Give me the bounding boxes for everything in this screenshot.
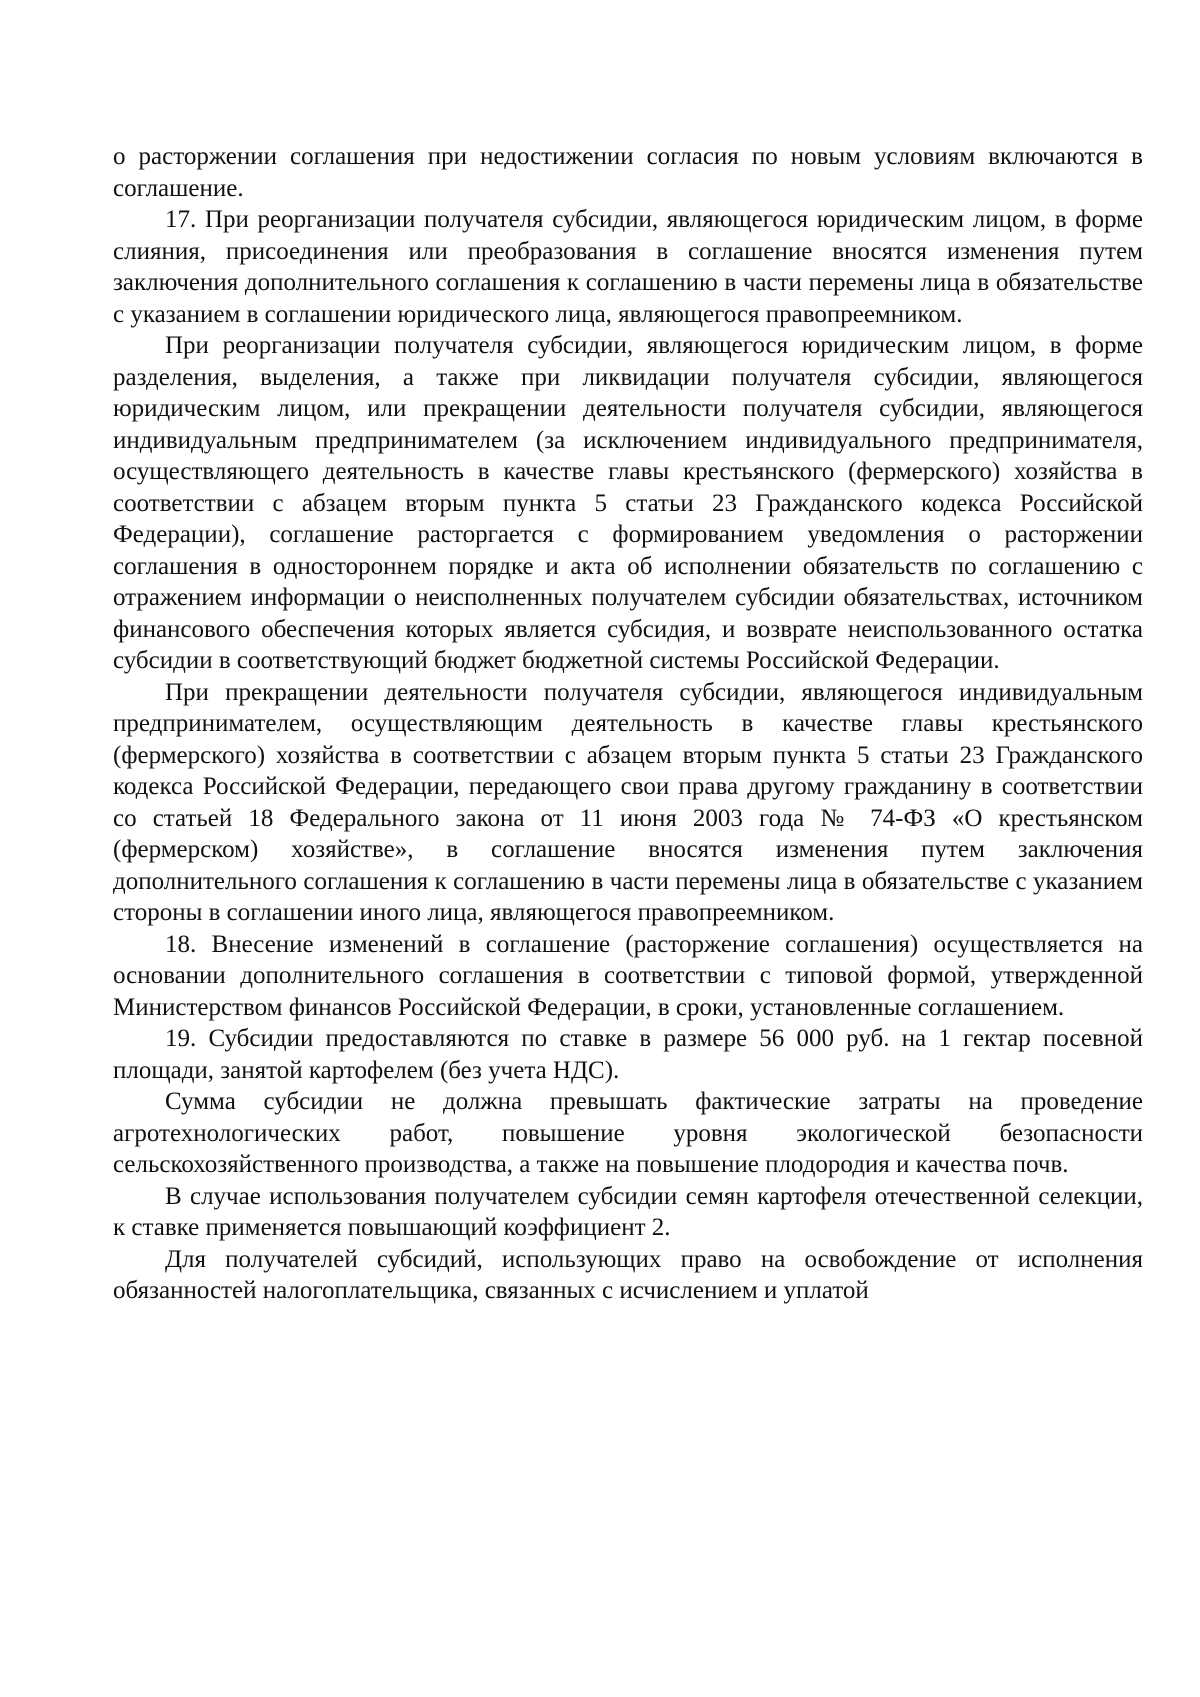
document-body [113,141,1143,1307]
paragraph-continuation: о расторжении соглашения при недостижении согласия по новым условиям включаются в соглашение. [113,143,1143,202]
paragraph-subsidy-limit: Сумма субсидии не должна превышать фактические затраты на проведение агротехнологических работ, повышение уровня экологической безопасности сельскохозяйственного производства, а также на повышение плодородия и качества почв. [113,1088,1143,1178]
paragraph-tax-exemption: Для получателей субсидий, использующих право на освобождение от исполнения обязанностей налогоплательщика, связанных с исчислением и уплатой [113,1245,1143,1304]
paragraph-termination-entrepreneur: При прекращении деятельности получателя субсидии, являющегося индивидуальным предпринимателем, осуществляющим деятельность в качестве главы крестьянского (фермерского) хозяйства в соответствии с абзацем вторым пункта 5 статьи 23 Гражданского кодекса Российской Федерации, передающего свои права другому гражданину в соответствии со статьей 18 Федерального закона от 11 июня 2003 года № 74-ФЗ «О крестьянском (фермерском) хозяйстве», в соглашение вносятся изменения путем заключения дополнительного соглашения к соглашению в части перемены лица в обязательстве с указанием стороны в соглашении иного лица, являющегося правопреемником. [113,678,1143,926]
paragraph-item-17: 17. При реорганизации получателя субсидии, являющегося юридическим лицом, в форме слияния, присоединения или преобразования в соглашение вносятся изменения путем заключения дополнительного соглашения к соглашению в части перемены лица в обязательстве с указанием в соглашении юридического лица, являющегося правопреемником. [113,206,1143,328]
paragraph-item-18: 18. Внесение изменений в соглашение (расторжение соглашения) осуществляется на основании дополнительного соглашения в соответствии с типовой формой, утвержденной Министерством финансов Российской Федерации, в сроки, установленные соглашением. [113,930,1143,1021]
paragraph-item-19: 19. Субсидии предоставляются по ставке в размере 56 000 руб. на 1 гектар посевной площади, занятой картофелем (без учета НДС). [113,1025,1143,1084]
paragraph-coefficient: В случае использования получателем субсидии семян картофеля отечественной селекции, к ставке применяется повышающий коэффициент 2. [113,1182,1143,1241]
paragraph-reorganization-division: При реорганизации получателя субсидии, являющегося юридическим лицом, в форме разделения, выделения, а также при ликвидации получателя субсидии, являющегося юридическим лицом, или прекращении деятельности получателя субсидии, являющегося индивидуальным предпринимателем (за исключением индивидуального предпринимателя, осуществляющего деятельность в качестве главы крестьянского (фермерского) хозяйства в соответствии с абзацем вторым пункта 5 статьи 23 Гражданского кодекса Российской Федерации), соглашение расторгается с формированием уведомления о расторжении соглашения в одностороннем порядке и акта об исполнении обязательств по соглашению с отражением информации о неисполненных получателем субсидии обязательствах, источником финансового обеспечения которых является субсидия, и возврате неиспользованного остатка субсидии в соответствующий бюджет бюджетной системы Российской Федерации. [113,332,1143,674]
